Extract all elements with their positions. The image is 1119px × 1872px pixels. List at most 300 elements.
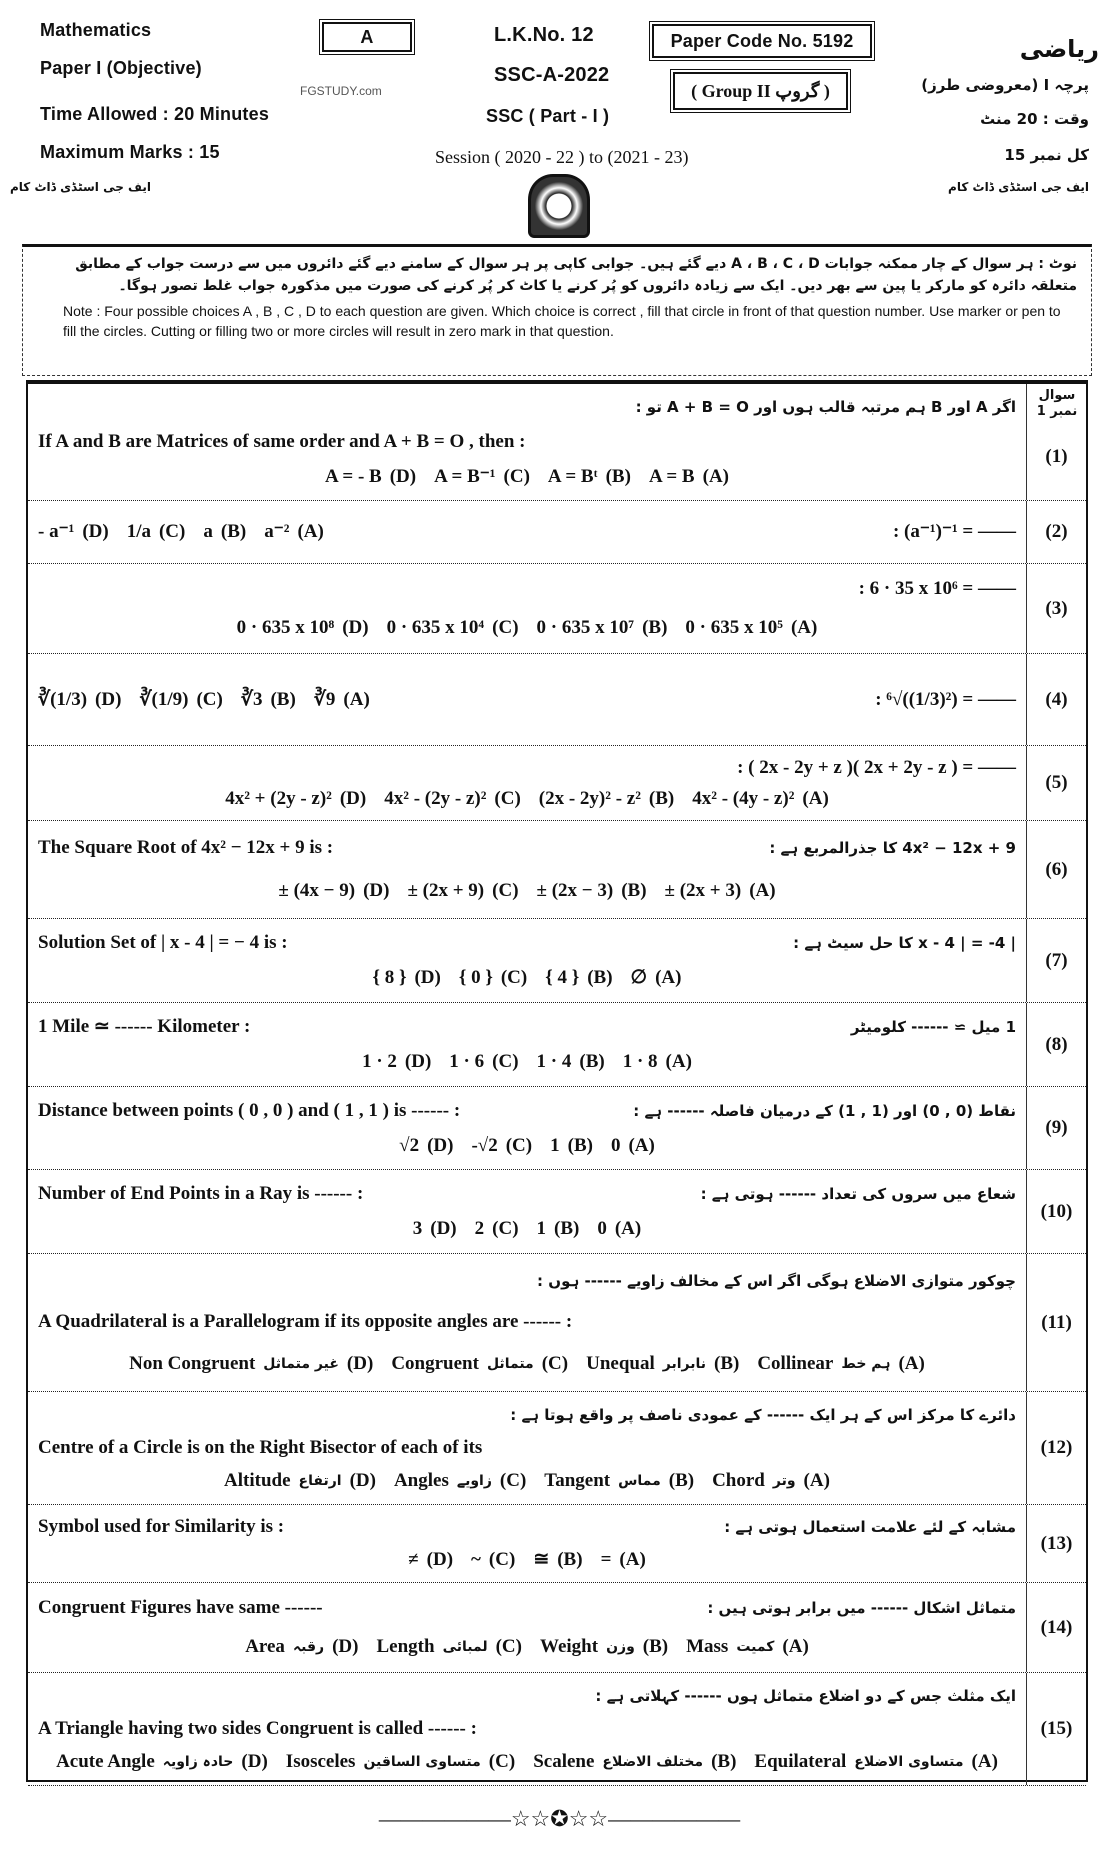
option-b[interactable] bbox=[203, 520, 246, 544]
option-text: = bbox=[600, 1548, 612, 1570]
option-a[interactable] bbox=[754, 1750, 997, 1774]
option-d[interactable] bbox=[278, 879, 389, 903]
option-text-urdu: نابرابر bbox=[662, 1356, 706, 1373]
option-label: (A) bbox=[971, 1751, 998, 1773]
option-b[interactable] bbox=[544, 1469, 694, 1493]
watermark-urdu: ایف جی اسٹڈی ڈاٹ کام bbox=[10, 180, 151, 194]
subject-label: Mathematics bbox=[40, 20, 152, 40]
question-number: (14) bbox=[1026, 1583, 1086, 1672]
option-label: (A) bbox=[665, 1051, 692, 1073]
question-urdu: چوکور متوازی الاضلاع ہوگی اگر اس کے مخالف زاویے ------ ہوں : bbox=[537, 1271, 1016, 1290]
question-content bbox=[28, 564, 1026, 653]
option-label: (B) bbox=[621, 879, 647, 901]
option-text: { 0 } bbox=[458, 967, 493, 989]
question-row bbox=[28, 919, 1086, 1003]
option-text: ± (2x + 3) bbox=[664, 879, 742, 901]
time-allowed: Time Allowed : 20 Minutes bbox=[40, 104, 270, 124]
board-logo bbox=[528, 174, 590, 238]
options-line bbox=[38, 616, 1016, 640]
option-text: (2x - 2y)² - z² bbox=[538, 787, 641, 809]
option-label: (C) bbox=[541, 1353, 569, 1375]
option-text: a⁻² bbox=[264, 521, 290, 542]
urdu-question-line bbox=[38, 1403, 1016, 1427]
option-text-urdu: وزن bbox=[606, 1638, 635, 1655]
option-b[interactable] bbox=[537, 1217, 580, 1241]
question-line bbox=[38, 1515, 1016, 1539]
option-text: 4x² - (2y - z)² bbox=[384, 787, 487, 809]
section-label: سوال نمبر 1 bbox=[1036, 388, 1078, 419]
option-a[interactable] bbox=[686, 1635, 809, 1659]
option-text: A = B⁻¹ bbox=[434, 465, 496, 487]
option-text: 0 · 635 x 10⁷ bbox=[536, 616, 635, 638]
option-d[interactable] bbox=[237, 616, 369, 640]
option-a[interactable] bbox=[623, 1050, 692, 1074]
option-b[interactable] bbox=[539, 787, 674, 811]
option-label: (A) bbox=[802, 787, 829, 809]
option-text: Isosceles bbox=[285, 1751, 356, 1773]
question-english: If A and B are Matrices of same order and A + B = O , then : bbox=[38, 430, 526, 452]
option-label: (A) bbox=[297, 521, 324, 542]
option-text: 0 · 635 x 10⁸ bbox=[236, 616, 335, 638]
option-text: Mass bbox=[686, 1635, 729, 1657]
option-label: (B) bbox=[270, 688, 296, 710]
option-c[interactable] bbox=[471, 1548, 515, 1572]
question-english: Symbol used for Similarity is : bbox=[38, 1516, 285, 1538]
option-d[interactable] bbox=[362, 1050, 431, 1074]
option-label: (A) bbox=[782, 1635, 809, 1657]
option-a[interactable] bbox=[692, 787, 829, 811]
question-content bbox=[28, 1673, 1026, 1785]
option-c[interactable] bbox=[139, 688, 222, 712]
question-content bbox=[28, 501, 1026, 563]
option-text-urdu: زاویے bbox=[456, 1473, 492, 1490]
option-d[interactable] bbox=[245, 1635, 358, 1659]
lk-number: L.K.No. 12 bbox=[494, 24, 594, 46]
option-text: Equilateral bbox=[754, 1751, 847, 1773]
option-a[interactable] bbox=[601, 1548, 646, 1572]
option-text: ∛(1/3) bbox=[38, 688, 88, 710]
option-d[interactable] bbox=[408, 1548, 453, 1572]
exam-part: SSC ( Part - I ) bbox=[486, 106, 610, 126]
question-line bbox=[38, 1596, 1016, 1620]
option-d[interactable] bbox=[224, 1469, 376, 1493]
urdu-question-line bbox=[38, 395, 1016, 419]
option-label: (D) bbox=[426, 1548, 454, 1570]
option-label: (A) bbox=[898, 1353, 925, 1375]
question-number: (8) bbox=[1026, 1003, 1086, 1086]
question-number: (12) bbox=[1026, 1392, 1086, 1504]
option-c[interactable] bbox=[459, 966, 527, 990]
question-line bbox=[38, 520, 1016, 544]
option-label: (C) bbox=[158, 521, 186, 542]
subject-urdu: ریاضی bbox=[1019, 35, 1099, 63]
option-a[interactable] bbox=[631, 966, 682, 990]
question-row bbox=[28, 821, 1086, 919]
option-b[interactable] bbox=[550, 1134, 593, 1158]
option-text: Collinear bbox=[757, 1353, 834, 1375]
option-text: ∅ bbox=[630, 967, 648, 989]
option-text: Weight bbox=[540, 1635, 599, 1657]
option-c[interactable] bbox=[407, 879, 518, 903]
question-row bbox=[28, 1392, 1086, 1505]
option-text: ≅ bbox=[533, 1548, 550, 1570]
option-text: 0 · 635 x 10⁴ bbox=[386, 616, 485, 638]
watermark-urdu-right: ایف جی اسٹڈی ڈاٹ کام bbox=[948, 180, 1089, 194]
option-text: 1/a bbox=[126, 521, 151, 542]
option-a[interactable] bbox=[597, 1217, 641, 1241]
option-text-urdu: حادہ زاویہ bbox=[162, 1754, 234, 1771]
option-label: (D) bbox=[404, 1051, 432, 1073]
option-text-urdu: متساوی الساقین bbox=[363, 1754, 481, 1771]
option-label: (A) bbox=[628, 1134, 655, 1156]
option-label: (B) bbox=[557, 1548, 583, 1570]
question-number: (7) bbox=[1026, 919, 1086, 1002]
option-text: 1 · 6 bbox=[449, 1051, 485, 1073]
option-label: (A) bbox=[702, 465, 730, 487]
question-urdu: مشابہ کے لئے علامت استعمال ہوتی ہے : bbox=[724, 1518, 1016, 1537]
question-line bbox=[38, 931, 1016, 955]
question-row bbox=[28, 1254, 1086, 1392]
option-text: { 4 } bbox=[545, 967, 580, 989]
options-line bbox=[38, 1134, 1016, 1158]
option-label: (D) bbox=[430, 1218, 457, 1240]
question-number: (1) bbox=[1026, 384, 1086, 500]
option-b[interactable] bbox=[537, 879, 647, 903]
option-label: (B) bbox=[714, 1353, 740, 1375]
option-text: ∛(1/9) bbox=[139, 688, 189, 710]
option-a[interactable] bbox=[649, 465, 729, 489]
question-number: (13) bbox=[1026, 1505, 1086, 1582]
option-text: 2 bbox=[474, 1218, 485, 1240]
option-text: 3 bbox=[412, 1218, 423, 1240]
option-b[interactable] bbox=[540, 1635, 668, 1659]
option-text: ~ bbox=[471, 1548, 481, 1570]
questions-table bbox=[26, 380, 1088, 1782]
option-c[interactable] bbox=[127, 520, 186, 544]
option-text: √2 bbox=[399, 1134, 420, 1156]
question-line bbox=[38, 756, 1016, 780]
option-text-urdu: ہم خط bbox=[841, 1356, 891, 1373]
option-text: Unequal bbox=[586, 1353, 655, 1375]
question-row bbox=[28, 746, 1086, 821]
options-line bbox=[38, 879, 1016, 903]
options-line bbox=[38, 787, 1016, 811]
option-b[interactable] bbox=[533, 1548, 582, 1572]
option-a[interactable] bbox=[757, 1352, 925, 1376]
option-c[interactable] bbox=[387, 616, 519, 640]
option-d[interactable] bbox=[372, 966, 440, 990]
option-b[interactable] bbox=[586, 1352, 739, 1376]
question-row bbox=[28, 654, 1086, 746]
options-line bbox=[38, 1352, 1016, 1376]
option-label: (D) bbox=[241, 1751, 268, 1773]
option-label: (D) bbox=[414, 967, 441, 989]
option-label: (C) bbox=[499, 1470, 527, 1492]
option-text-urdu: رقبہ bbox=[292, 1638, 325, 1655]
option-label: (B) bbox=[605, 465, 631, 487]
option-text: A = B bbox=[648, 465, 695, 487]
option-label: (D) bbox=[332, 1635, 359, 1657]
version-box: A bbox=[322, 22, 412, 52]
option-text-urdu: متساوی الاضلاع bbox=[854, 1754, 964, 1771]
option-c[interactable] bbox=[434, 465, 530, 489]
option-label: (B) bbox=[648, 787, 675, 809]
question-english: Distance between points ( 0 , 0 ) and ( 1 , 1 ) is ------ : bbox=[38, 1099, 461, 1121]
option-text: Area bbox=[245, 1635, 285, 1657]
option-text: A = - B bbox=[324, 465, 382, 487]
option-text: 1 bbox=[550, 1134, 560, 1156]
option-c[interactable] bbox=[449, 1050, 518, 1074]
option-label: (C) bbox=[488, 1751, 516, 1773]
option-c[interactable] bbox=[471, 1134, 532, 1158]
options-line bbox=[38, 1750, 1016, 1774]
question-urdu: نقاط (0 , 0) اور (1 , 1) کے درمیان فاصلہ ------ ہے : bbox=[633, 1101, 1016, 1120]
option-label: (C) bbox=[492, 1218, 519, 1240]
option-text-urdu: وتر bbox=[772, 1473, 796, 1490]
option-label: (A) bbox=[343, 688, 370, 710]
option-label: (C) bbox=[488, 1548, 516, 1570]
option-text: { 8 } bbox=[372, 967, 407, 989]
option-text: ± (2x − 3) bbox=[536, 879, 614, 901]
option-text: 1 · 2 bbox=[362, 1051, 397, 1073]
question-line bbox=[38, 1015, 1016, 1039]
question-row bbox=[28, 1673, 1086, 1786]
option-d[interactable] bbox=[413, 1217, 457, 1241]
option-label: (C) bbox=[492, 616, 519, 638]
options-line bbox=[38, 465, 1016, 489]
question-row bbox=[28, 384, 1086, 501]
option-label: (C) bbox=[196, 688, 223, 710]
option-text-urdu: متماثل bbox=[486, 1356, 534, 1373]
option-label: (B) bbox=[587, 967, 613, 989]
option-label: (C) bbox=[505, 1134, 533, 1156]
option-a[interactable] bbox=[685, 616, 817, 640]
option-c[interactable] bbox=[475, 1217, 519, 1241]
options-line bbox=[38, 1635, 1016, 1659]
options-line bbox=[38, 1217, 1016, 1241]
option-c[interactable] bbox=[394, 1469, 526, 1493]
option-text: Non Congruent bbox=[129, 1353, 256, 1375]
option-label: (A) bbox=[803, 1470, 830, 1492]
option-c[interactable] bbox=[391, 1352, 568, 1376]
question-number: (5) bbox=[1026, 746, 1086, 820]
urdu-question-line bbox=[38, 1269, 1016, 1293]
question-urdu: ایک مثلث جس کے دو اضلاع متماثل ہوں ------ کہلاتی ہے : bbox=[595, 1686, 1016, 1705]
option-d[interactable] bbox=[56, 1750, 268, 1774]
option-d[interactable] bbox=[325, 465, 416, 489]
option-b[interactable] bbox=[533, 1750, 736, 1774]
session: Session ( 2020 - 22 ) to (2021 - 23) bbox=[435, 147, 689, 167]
option-text-urdu: غیر متماثل bbox=[263, 1356, 339, 1373]
paper-urdu: پرچہ I (معروضی طرز) bbox=[921, 76, 1089, 94]
option-text-urdu: ارتفاع bbox=[298, 1473, 342, 1490]
option-label: (D) bbox=[95, 688, 122, 710]
question-urdu: اگر A اور B ہم مرتبہ قالب ہوں اور A + B = O تو : bbox=[635, 398, 1016, 417]
question-urdu: شعاع میں سروں کی تعداد ------ ہوتی ہے : bbox=[700, 1184, 1016, 1203]
option-label: (C) bbox=[503, 465, 530, 487]
option-text: -√2 bbox=[471, 1134, 498, 1156]
english-question-line bbox=[38, 1310, 1016, 1334]
question-english: 1 Mile ≃ ------ Kilometer : bbox=[38, 1015, 251, 1037]
question-number: (4) bbox=[1026, 654, 1086, 745]
question-line bbox=[38, 688, 1016, 712]
question-expression: : (a⁻¹)⁻¹ = —— bbox=[892, 521, 1016, 542]
question-line bbox=[38, 1099, 1016, 1123]
option-text: ≠ bbox=[408, 1548, 419, 1570]
option-label: (D) bbox=[82, 521, 109, 542]
english-question-line bbox=[38, 1436, 1016, 1460]
question-expression: : ( 2x - 2y + z )( 2x + 2y - z ) = —— bbox=[737, 756, 1016, 778]
option-label: (B) bbox=[642, 1635, 669, 1657]
group-box: ( Group II گروپ ) bbox=[673, 72, 848, 110]
option-label: (A) bbox=[790, 616, 818, 638]
question-content bbox=[28, 1392, 1026, 1504]
question-content bbox=[28, 1254, 1026, 1391]
question-urdu: 1 میل ≃ ------ کلومیٹر bbox=[850, 1017, 1016, 1036]
option-label: (A) bbox=[655, 967, 682, 989]
option-label: (B) bbox=[668, 1470, 695, 1492]
question-row bbox=[28, 1087, 1086, 1170]
option-text: 0 bbox=[597, 1218, 607, 1240]
question-row bbox=[28, 501, 1086, 564]
options-line bbox=[38, 688, 825, 712]
option-d[interactable] bbox=[225, 787, 366, 811]
option-c[interactable] bbox=[286, 1750, 515, 1774]
exam-code: SSC-A-2022 bbox=[494, 64, 610, 86]
option-text: Altitude bbox=[224, 1470, 291, 1492]
instructions-note bbox=[22, 244, 1092, 376]
option-label: (D) bbox=[339, 787, 367, 809]
question-english: Congruent Figures have same ------ bbox=[38, 1597, 323, 1619]
option-c[interactable] bbox=[376, 1635, 522, 1659]
option-label: (D) bbox=[427, 1134, 454, 1156]
option-text: Tangent bbox=[544, 1470, 611, 1492]
option-label: (C) bbox=[492, 879, 519, 901]
question-urdu: متماثل اشکال ------ میں برابر ہوتی ہیں : bbox=[707, 1599, 1016, 1618]
option-text: Congruent bbox=[391, 1353, 479, 1375]
options-line bbox=[38, 1050, 1016, 1074]
option-text: ± (4x − 9) bbox=[278, 879, 356, 901]
english-question-line bbox=[38, 1717, 1016, 1741]
question-content bbox=[28, 746, 1026, 820]
option-a[interactable] bbox=[264, 520, 324, 544]
option-d[interactable] bbox=[129, 1352, 373, 1376]
note-urdu: نوٹ : ہر سوال کے چار ممکنہ جوابات A ، B ، C ، D دیے گئے ہیں۔ جوابی کاپی پر ہر سوال کے سامنے دیے گئے دائروں میں سے درست جواب کے مطابق متعلقہ دائرہ کو مارکر یا پین سے بھر دیں۔ ایک سے زیادہ دائروں کو پُر کرنے یا کاٹ کر پُر کرنے کی صورت میں مذکورہ جواب غلط تصور ہوگا۔ bbox=[75, 256, 1077, 294]
question-expression: : 6 · 35 x 10⁶ = —— bbox=[858, 578, 1016, 600]
question-content bbox=[28, 1087, 1026, 1169]
option-text: Angles bbox=[393, 1470, 449, 1492]
option-label: (C) bbox=[495, 1635, 522, 1657]
question-line bbox=[38, 577, 1016, 601]
question-row bbox=[28, 1170, 1086, 1254]
note-english: Note : Four possible choices A , B , C , D to each question are given. Which choice is correct , fill that circle in front of that question number. Use marker or pen to fill the circles. Cutting or filling two or more circles will result in zero mark in that question. bbox=[63, 303, 1061, 339]
option-label: (D) bbox=[363, 879, 390, 901]
option-b[interactable] bbox=[545, 966, 612, 990]
options-line bbox=[38, 1469, 1016, 1493]
option-label: (B) bbox=[579, 1051, 605, 1073]
question-content bbox=[28, 654, 1026, 745]
question-english: The Square Root of 4x² − 12x + 9 is : bbox=[38, 837, 334, 859]
option-d[interactable] bbox=[399, 1134, 453, 1158]
english-question-line bbox=[38, 430, 1016, 454]
option-a[interactable] bbox=[611, 1134, 655, 1158]
option-label: (D) bbox=[349, 1470, 376, 1492]
urdu-question-line bbox=[38, 1684, 1016, 1708]
marks-urdu: کل نمبر 15 bbox=[1004, 146, 1089, 164]
end-stars: ——————☆☆✪☆☆—————— bbox=[378, 1806, 741, 1831]
options-line bbox=[38, 520, 843, 544]
option-text: 0 bbox=[610, 1134, 621, 1156]
option-a[interactable] bbox=[712, 1469, 830, 1493]
option-text: 4x² + (2y - z)² bbox=[225, 787, 332, 809]
option-text: - a⁻¹ bbox=[38, 521, 75, 542]
option-label: (A) bbox=[614, 1218, 642, 1240]
time-urdu: وقت : 20 منٹ bbox=[980, 110, 1089, 128]
option-text: ∛3 bbox=[240, 688, 263, 710]
option-a[interactable] bbox=[665, 879, 776, 903]
option-d[interactable] bbox=[38, 520, 109, 544]
option-text: 1 · 8 bbox=[622, 1051, 658, 1073]
option-label: (B) bbox=[711, 1751, 737, 1773]
option-text-urdu: مماس bbox=[618, 1473, 661, 1490]
question-content bbox=[28, 1003, 1026, 1086]
paper-label: Paper I (Objective) bbox=[40, 58, 202, 78]
watermark: FGSTUDY.com bbox=[300, 84, 382, 98]
question-number: (15) bbox=[1026, 1673, 1086, 1785]
option-label: (A) bbox=[619, 1548, 646, 1570]
option-label: (D) bbox=[342, 616, 369, 638]
question-number: (11) bbox=[1026, 1254, 1086, 1391]
option-c[interactable] bbox=[384, 787, 521, 811]
option-text: Scalene bbox=[533, 1751, 595, 1773]
option-text-urdu: کمیت bbox=[736, 1638, 775, 1655]
question-row bbox=[28, 564, 1086, 654]
option-label: (C) bbox=[500, 967, 528, 989]
question-english: A Quadrilateral is a Parallelogram if its opposite angles are ------ : bbox=[38, 1311, 573, 1333]
question-english: Centre of a Circle is on the Right Bisector of each of its bbox=[38, 1436, 483, 1458]
options-line bbox=[38, 966, 1016, 990]
question-row bbox=[28, 1583, 1086, 1673]
option-label: (D) bbox=[346, 1353, 374, 1375]
question-number: (6) bbox=[1026, 821, 1086, 918]
question-english: Solution Set of | x - 4 | = − 4 is : bbox=[38, 931, 288, 953]
option-label: (D) bbox=[389, 465, 417, 487]
question-content bbox=[28, 919, 1026, 1002]
option-text: a bbox=[203, 521, 213, 542]
question-content bbox=[28, 384, 1026, 500]
question-content bbox=[28, 1505, 1026, 1582]
question-number: (2) bbox=[1026, 501, 1086, 563]
option-text: ± (2x + 9) bbox=[407, 879, 485, 901]
option-text-urdu: لمبائی bbox=[442, 1638, 488, 1655]
option-text: 0 · 635 x 10⁵ bbox=[685, 616, 783, 638]
option-text: A = Bᵗ bbox=[547, 465, 598, 487]
option-b[interactable] bbox=[548, 465, 631, 489]
option-b[interactable] bbox=[537, 1050, 605, 1074]
question-expression: : ⁶√((1/3)²) = —— bbox=[875, 688, 1016, 710]
option-text: 1 · 4 bbox=[536, 1051, 572, 1073]
option-label: (B) bbox=[642, 616, 668, 638]
option-a[interactable] bbox=[314, 688, 370, 712]
option-b[interactable] bbox=[537, 616, 668, 640]
option-text-urdu: مختلف الاضلاع bbox=[602, 1754, 704, 1771]
option-text: ∛9 bbox=[313, 688, 336, 710]
option-b[interactable] bbox=[241, 688, 296, 712]
option-d[interactable] bbox=[38, 688, 121, 712]
option-label: (B) bbox=[567, 1134, 593, 1156]
maximum-marks: Maximum Marks : 15 bbox=[40, 142, 220, 162]
question-number: (10) bbox=[1026, 1170, 1086, 1253]
